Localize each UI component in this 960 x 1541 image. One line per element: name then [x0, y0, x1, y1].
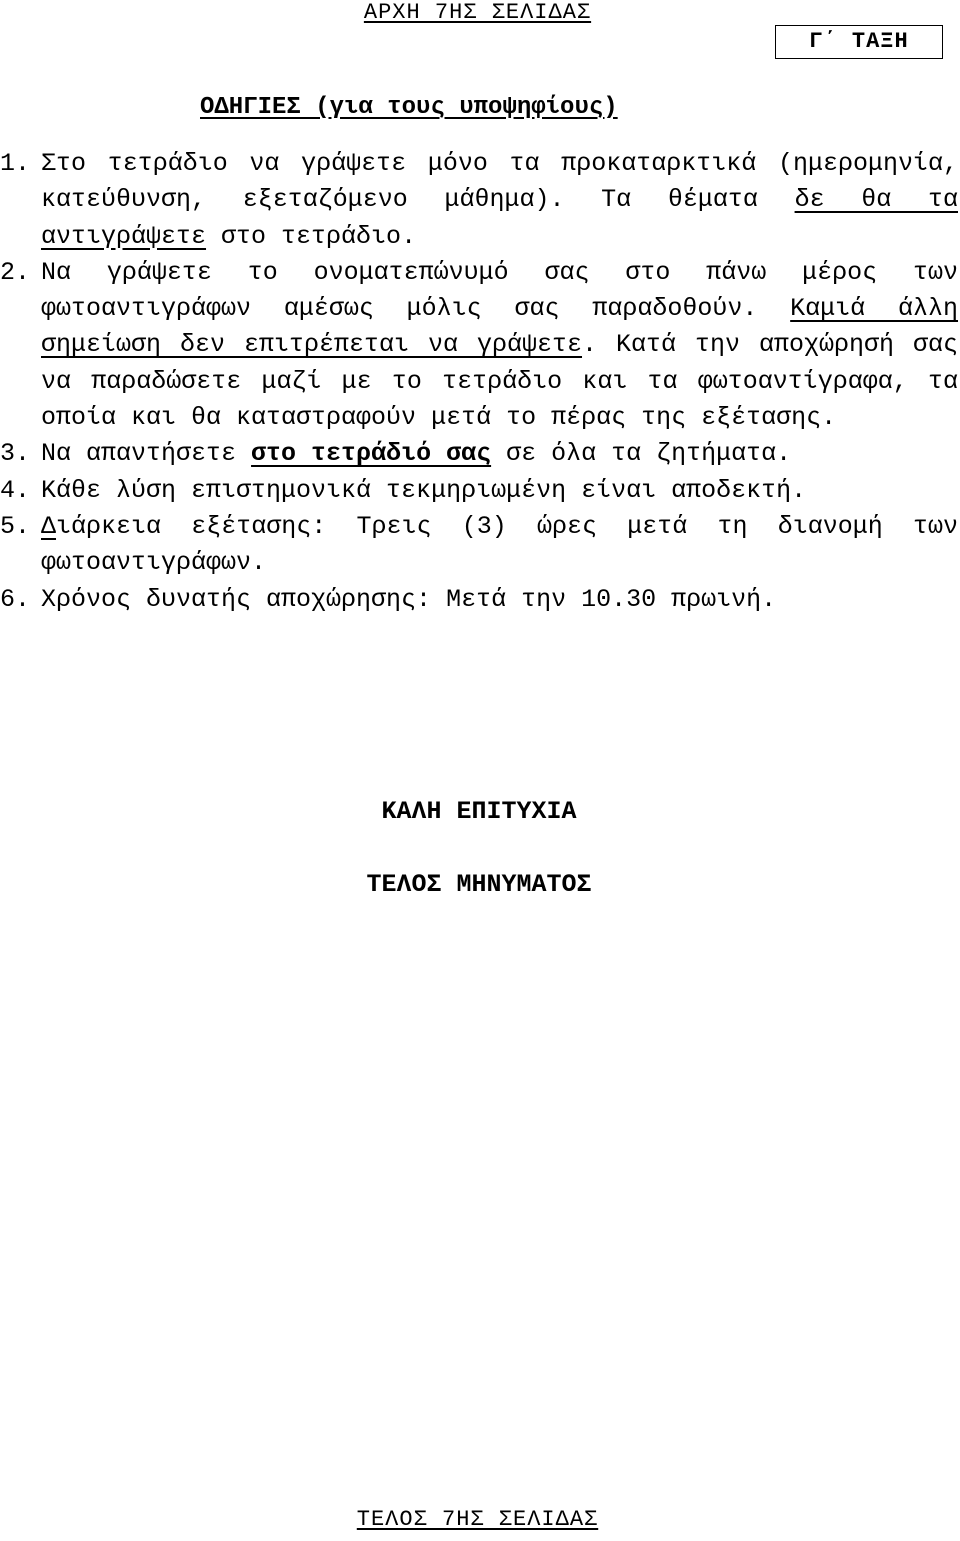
item-text: Στο τετράδιο να γράψετε μόνο τα προκαταρκτικά (ημερομηνία, κατεύθυνση, εξεταζόμενο μάθημα). Τα θέματα	[41, 149, 958, 215]
item-text: στο τετράδιο.	[206, 221, 417, 251]
instruction-item-6	[0, 582, 958, 618]
item-underlined-text: Δ	[41, 511, 57, 541]
page-end-footer	[0, 1507, 955, 1533]
instruction-item-1	[0, 146, 958, 255]
item-number: 5.	[0, 511, 31, 541]
end-of-message-heading: ΤΕΛΟΣ ΜΗΝΥΜΑΤΟΣ	[366, 870, 592, 899]
item-text: σε όλα τα ζητήματα.	[491, 439, 792, 469]
item-text: Κάθε λύση επιστημονικά τεκμηριωμένη είναι αποδεκτή.	[41, 475, 807, 505]
item-text: Χρόνος δυνατής αποχώρησης: Μετά την 10.30 πρωινή.	[41, 584, 777, 614]
item-bold-underlined-text: στο τετράδιό σας	[251, 439, 492, 469]
item-number: 6.	[0, 584, 31, 614]
item-number: 4.	[0, 475, 31, 505]
instructions-title: ΟΔΗΓΙΕΣ (για τους υποψηφίους)	[200, 94, 618, 121]
instructions-list	[0, 146, 958, 618]
page-end-text: ΤΕΛΟΣ 7ΗΣ ΣΕΛΙΔΑΣ	[356, 1507, 599, 1532]
page-start-text: ΑΡΧΗ 7ΗΣ ΣΕΛΙΔΑΣ	[363, 0, 592, 25]
item-underlined-text: Καμιά άλλη σημείωση δεν επιτρέπεται να γράψετε	[41, 294, 959, 360]
instruction-item-3	[0, 436, 958, 472]
page-start-header	[0, 0, 955, 26]
instruction-item-5	[0, 509, 958, 582]
class-label-box	[775, 25, 943, 59]
instruction-item-4	[0, 473, 958, 509]
item-text: Να απαντήσετε	[41, 439, 252, 469]
item-text: ιάρκεια εξέτασης: Τρεις (3) ώρες μετά τη διανομή των φωτοαντιγράφων.	[41, 511, 958, 578]
item-number: 3.	[0, 439, 31, 469]
instruction-item-2	[0, 255, 958, 436]
item-underlined-text: δε θα τα αντιγράψετε	[41, 185, 958, 251]
item-number: 1.	[0, 149, 31, 178]
item-number: 2.	[0, 257, 31, 287]
class-label: Γ΄ ΤΑΞΗ	[809, 29, 909, 54]
item-text: . Κατά την αποχώρησή σας να παραδώσετε μαζί με το τετράδιο και τα φωτοαντίγραφα, τα οποία και θα καταστραφούν μετά το πέρας της εξέτασης.	[41, 330, 958, 433]
item-text: Να γράψετε το ονοματεπώνυμό σας στο πάνω μέρος των φωτοαντιγράφων αμέσως μόλις σας παραδοθούν.	[41, 257, 958, 324]
good-luck-heading: ΚΑΛΗ ΕΠΙΤΥΧΙΑ	[381, 797, 577, 826]
